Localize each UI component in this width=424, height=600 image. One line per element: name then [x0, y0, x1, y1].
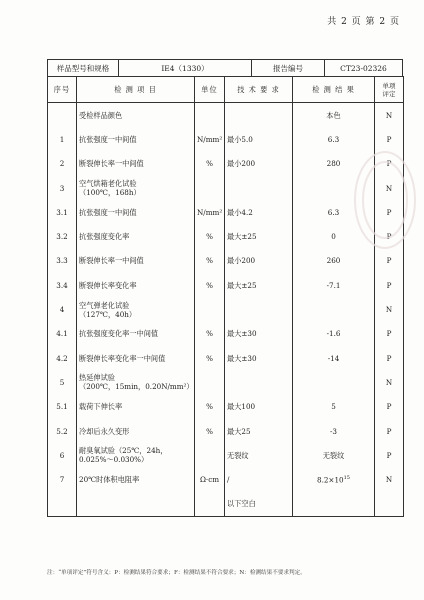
row-result-exponent: 15	[343, 475, 350, 482]
row-requirement: 最大±25	[225, 273, 293, 297]
row-unit: %	[195, 419, 225, 443]
row-item	[77, 127, 195, 151]
row-item	[77, 346, 195, 370]
row-result-value: 260	[326, 256, 341, 266]
row-item	[77, 322, 195, 346]
row-verdict: N	[375, 467, 404, 491]
row-verdict: P	[375, 443, 404, 467]
footnote: 注：“单项评定”符号含义：P：检测结果符合要求；F：检测结果不符合要求；N：检测结果不要求判定。	[47, 570, 306, 576]
verdict-header-line2: 评定	[382, 89, 396, 98]
table-row	[48, 395, 404, 419]
table-row	[48, 273, 404, 297]
row-requirement	[225, 370, 293, 394]
row-result	[293, 395, 375, 419]
row-item-text: 抗张强度变化率	[79, 232, 130, 242]
row-verdict: P	[375, 395, 404, 419]
table-row	[48, 224, 404, 248]
row-item	[77, 273, 195, 297]
row-item-text: 冷却后永久变形	[79, 426, 130, 436]
row-item-text: 断裂伸长率变化率	[79, 280, 137, 290]
row-item-subtext: 0.025%～0.030%）	[79, 455, 149, 465]
sample-info-table	[47, 59, 403, 77]
row-result-value: 8.2×10	[317, 475, 344, 485]
row-unit: Ω·cm	[195, 467, 225, 491]
row-item-text: 抗张强度一中间值	[79, 207, 137, 217]
page-indicator: 共 2 页 第 2 页	[327, 17, 400, 27]
table-row	[48, 346, 404, 370]
row-verdict: P	[375, 249, 404, 273]
col-unit: 单位	[195, 77, 225, 103]
row-result-value: -14	[327, 353, 340, 363]
row-result-value: 0	[331, 232, 336, 242]
row-result-value: 280	[326, 159, 341, 169]
table-row	[48, 249, 404, 273]
row-unit: %	[195, 152, 225, 176]
row-unit: %	[195, 322, 225, 346]
row-item	[77, 370, 195, 394]
row-verdict: P	[375, 127, 404, 151]
row-seq: 2	[48, 152, 77, 176]
row-result-value: -3	[329, 426, 337, 436]
row-unit	[195, 443, 225, 467]
row-requirement: 最大±25	[225, 224, 293, 248]
row-unit: N/mm²	[195, 127, 225, 151]
row-seq: 3.2	[48, 224, 77, 248]
row-item-subtext: （127℃，40h）	[79, 309, 137, 319]
table-row	[48, 127, 404, 151]
col-result: 检 测 结 果	[293, 77, 375, 103]
row-result	[293, 346, 375, 370]
row-item-text: 空气烘箱老化试验	[79, 179, 137, 189]
row-item-text: 受检样品颜色	[79, 110, 123, 120]
col-verdict	[375, 77, 404, 103]
row-seq: 5	[48, 370, 77, 394]
row-item-text: 抗张强度变化率一中间值	[79, 329, 159, 339]
row-item	[77, 249, 195, 273]
table-row	[48, 322, 404, 346]
row-unit: %	[195, 224, 225, 248]
model-value: IE4（1330）	[119, 60, 252, 77]
row-item	[77, 395, 195, 419]
row-item-text: 断裂伸长率一中间值	[79, 159, 144, 169]
end-marker: 以下空白	[225, 492, 293, 517]
row-unit	[195, 297, 225, 321]
row-verdict: P	[375, 419, 404, 443]
row-seq: 4.1	[48, 322, 77, 346]
row-requirement	[225, 297, 293, 321]
row-seq: 5.2	[48, 419, 77, 443]
row-seq: 3.1	[48, 200, 77, 224]
row-unit	[195, 370, 225, 394]
row-seq: 6	[48, 443, 77, 467]
row-result	[293, 297, 375, 321]
row-result	[293, 103, 375, 128]
col-item: 检 测 项 目	[77, 77, 195, 103]
row-item	[77, 152, 195, 176]
row-unit: %	[195, 273, 225, 297]
row-item	[77, 467, 195, 491]
row-seq: 4.2	[48, 346, 77, 370]
row-verdict: P	[375, 322, 404, 346]
row-item	[77, 419, 195, 443]
row-result	[293, 467, 375, 491]
row-requirement: 最小200	[225, 152, 293, 176]
row-verdict: N	[375, 103, 404, 128]
row-item-text: 断裂伸长率一中间值	[79, 256, 144, 266]
table-row	[48, 297, 404, 321]
report-value: CT23-02326	[325, 60, 403, 77]
table-row	[48, 103, 404, 128]
row-result	[293, 176, 375, 200]
row-result-value: 6.3	[327, 207, 340, 217]
row-item-text: 热延伸试验	[79, 373, 115, 383]
row-unit: %	[195, 346, 225, 370]
row-result	[293, 200, 375, 224]
row-item-subtext: （100℃，168h）	[79, 188, 141, 198]
row-requirement: 最小200	[225, 249, 293, 273]
verdict-header-line1: 单项	[382, 81, 396, 90]
row-result	[293, 127, 375, 151]
row-unit: N/mm²	[195, 200, 225, 224]
row-result	[293, 370, 375, 394]
row-item	[77, 103, 195, 128]
row-result-value: 5	[331, 402, 336, 412]
row-item	[77, 200, 195, 224]
row-requirement: 最大±30	[225, 322, 293, 346]
row-verdict: P	[375, 346, 404, 370]
row-requirement: /	[225, 467, 293, 491]
row-seq: 1	[48, 127, 77, 151]
row-result	[293, 224, 375, 248]
end-row-cell	[375, 492, 404, 517]
row-item-text: 20℃时体积电阻率	[79, 475, 140, 485]
row-verdict: P	[375, 200, 404, 224]
row-requirement: 最小5.0	[225, 127, 293, 151]
row-verdict: N	[375, 176, 404, 200]
model-label: 样品型号和规格	[48, 60, 119, 77]
row-requirement	[225, 103, 293, 128]
table-row	[48, 200, 404, 224]
row-item-subtext: （200℃，15min，0.20N/mm²）	[79, 382, 194, 392]
table-row	[48, 419, 404, 443]
test-results-table	[47, 76, 404, 517]
row-result	[293, 273, 375, 297]
row-item	[77, 224, 195, 248]
row-requirement: 最小4.2	[225, 200, 293, 224]
row-item-text: 空气弹老化试验	[79, 300, 130, 310]
row-requirement	[225, 176, 293, 200]
row-result-value: 本色	[326, 110, 341, 120]
row-result	[293, 443, 375, 467]
row-unit: %	[195, 395, 225, 419]
row-result-value: 6.3	[327, 134, 340, 144]
row-result	[293, 322, 375, 346]
row-seq: 4	[48, 297, 77, 321]
row-seq: 7	[48, 467, 77, 491]
row-item	[77, 176, 195, 200]
table-row	[48, 152, 404, 176]
row-requirement: 最大100	[225, 395, 293, 419]
row-requirement: 最大25	[225, 419, 293, 443]
end-row-cell	[77, 492, 195, 517]
row-verdict: P	[375, 273, 404, 297]
row-verdict: N	[375, 297, 404, 321]
row-result-value: -7.1	[326, 280, 341, 290]
col-seq: 序号	[48, 77, 77, 103]
row-result-value: 无裂纹	[322, 450, 345, 460]
end-row-cell	[293, 492, 375, 517]
row-seq: 3.4	[48, 273, 77, 297]
row-item-text: 抗张强度一中间值	[79, 134, 137, 144]
table-end-row	[48, 492, 404, 517]
row-item-text: 载荷下伸长率	[79, 402, 123, 412]
row-result	[293, 419, 375, 443]
row-item	[77, 297, 195, 321]
row-seq	[48, 103, 77, 128]
table-row	[48, 176, 404, 200]
row-seq: 3.3	[48, 249, 77, 273]
report-label: 报告编号	[252, 60, 325, 77]
row-seq: 5.1	[48, 395, 77, 419]
col-req: 技 术 要 求	[225, 77, 293, 103]
row-result	[293, 249, 375, 273]
row-item-text: 断裂伸长率变化率一中间值	[79, 353, 166, 363]
table-row	[48, 370, 404, 394]
row-requirement: 最大±30	[225, 346, 293, 370]
row-unit: %	[195, 249, 225, 273]
end-row-cell	[48, 492, 77, 517]
row-verdict: N	[375, 370, 404, 394]
row-seq: 3	[48, 176, 77, 200]
row-verdict: P	[375, 152, 404, 176]
row-result	[293, 152, 375, 176]
row-requirement: 无裂纹	[225, 443, 293, 467]
end-row-cell	[195, 492, 225, 517]
row-unit	[195, 176, 225, 200]
row-unit	[195, 103, 225, 128]
row-result-value: -1.6	[326, 329, 341, 339]
table-row	[48, 443, 404, 467]
row-verdict: P	[375, 224, 404, 248]
row-item-text: 耐臭氧试验（25℃，24h，	[79, 446, 168, 456]
row-item	[77, 443, 195, 467]
table-row	[48, 467, 404, 491]
